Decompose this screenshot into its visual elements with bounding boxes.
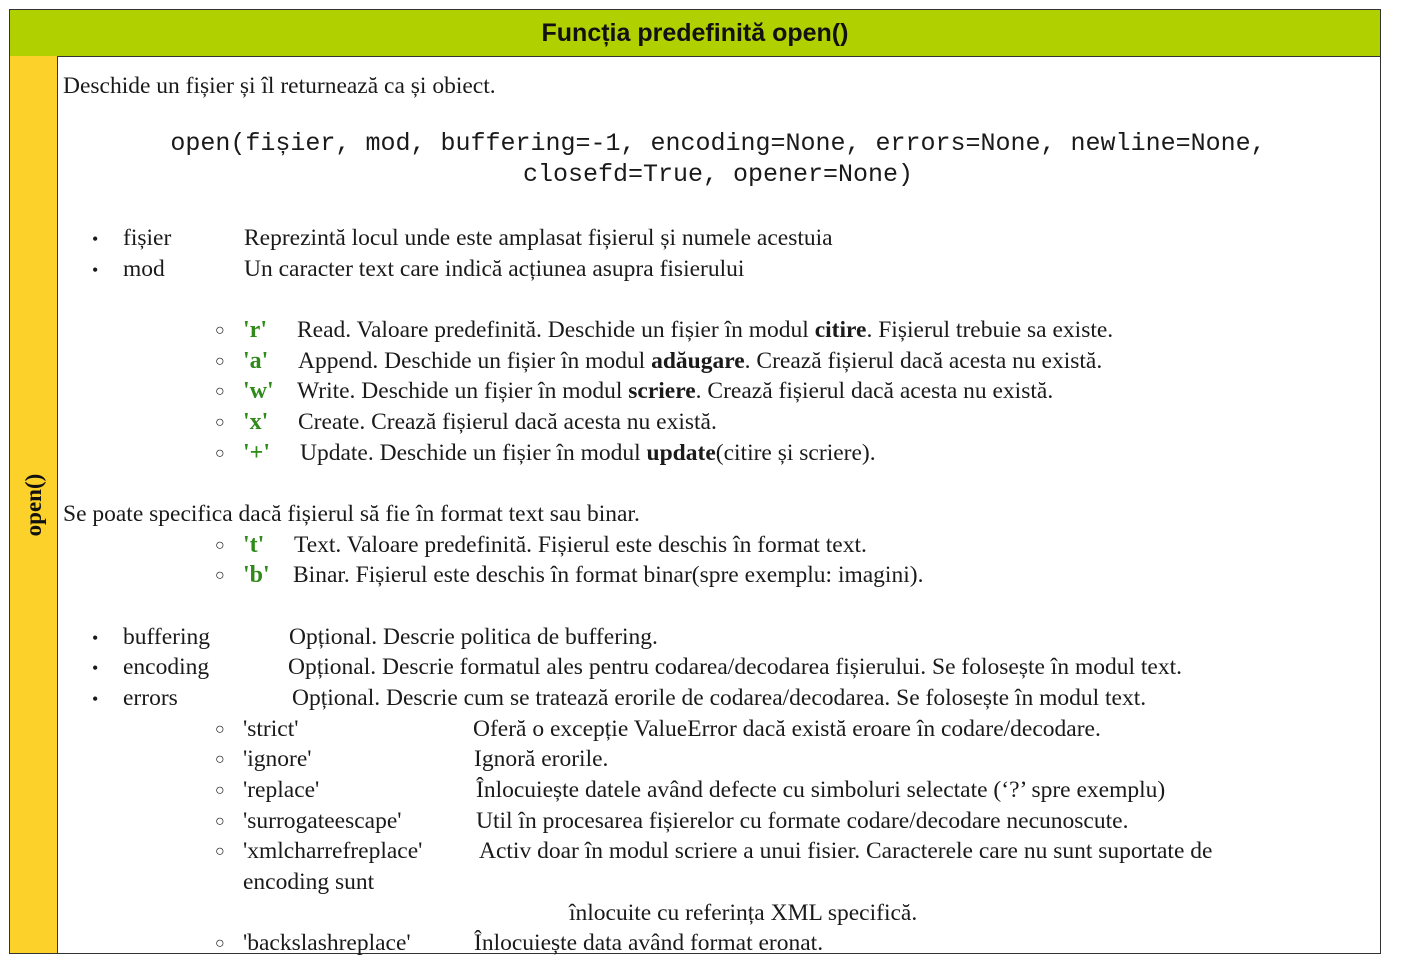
circle-bullet-icon: ○ <box>215 567 225 584</box>
circle-bullet-icon: ○ <box>215 782 225 799</box>
error-option-name: 'replace' <box>243 777 320 803</box>
error-option-name: 'strict' <box>243 716 299 742</box>
param-desc: Reprezintă locul unde este amplasat fișierul și numele acestuia <box>244 225 833 251</box>
param-name: errors <box>123 685 178 711</box>
format-key: 't' <box>243 532 265 558</box>
table-header <box>10 10 1380 57</box>
error-option-name: 'surrogateescape' <box>243 808 402 834</box>
mode-key: 'a' <box>243 348 269 374</box>
bullet-icon: • <box>92 689 99 709</box>
circle-bullet-icon: ○ <box>215 751 225 768</box>
content-cell <box>58 56 1380 956</box>
mode-desc: Write. Deschide un fișier în modul scriere. Crează fișierul dacă acesta nu există. <box>297 378 1054 404</box>
error-option-desc: Activ doar în modul scriere a unui fisier. Caracterele care nu sunt suportate de <box>479 838 1213 864</box>
mode-key: 'w' <box>243 378 274 404</box>
error-option-desc: Util în procesarea fișierelor cu formate codare/decodare necunoscute. <box>476 808 1129 834</box>
param-desc: Opțional. Descrie formatul ales pentru codarea/decodarea fișierului. Se folosește în modul text. <box>288 654 1182 680</box>
error-option-name: 'ignore' <box>243 746 312 772</box>
param-desc: Opțional. Descrie politica de buffering. <box>289 624 658 650</box>
format-desc: Text. Valoare predefinită. Fișierul este deschis în format text. <box>294 532 867 558</box>
sidebar-label: open() <box>20 473 46 536</box>
bullet-icon: • <box>92 628 99 648</box>
error-option-name: 'xmlcharrefreplace' <box>243 838 423 864</box>
param-name: fișier <box>123 225 172 251</box>
mode-desc: Read. Valoare predefinită. Deschide un fișier în modul citire. Fișierul trebuie sa existe. <box>297 317 1114 343</box>
bullet-icon: • <box>92 658 99 678</box>
circle-bullet-icon: ○ <box>215 721 225 738</box>
param-desc: Un caracter text care indică acțiunea asupra fisierului <box>244 256 745 282</box>
circle-bullet-icon: ○ <box>215 537 225 554</box>
mode-key: '+' <box>243 440 271 466</box>
signature-line-1: open(fișier, mod, buffering=-1, encoding=None, errors=None, newline=None, <box>170 129 1266 158</box>
error-option-desc: Înlocuiește datele având defecte cu simboluri selectate (‘?’ spre exemplu) <box>476 777 1166 803</box>
header-title: Funcția predefinită open() <box>541 18 849 47</box>
format-desc: Binar. Fișierul este deschis în format binar(spre exemplu: imagini). <box>293 562 924 588</box>
circle-bullet-icon: ○ <box>215 353 225 370</box>
circle-bullet-icon: ○ <box>215 322 225 339</box>
sidebar-cell <box>10 56 58 953</box>
format-key: 'b' <box>243 562 270 588</box>
circle-bullet-icon: ○ <box>215 414 225 431</box>
bullet-icon: • <box>92 260 99 280</box>
param-name: buffering <box>123 624 211 650</box>
param-name: encoding <box>123 654 210 680</box>
error-option-desc: Înlocuiește data având format eronat. <box>474 930 824 956</box>
mode-key: 'r' <box>243 317 267 343</box>
error-option-name: 'backslashreplace' <box>243 930 411 956</box>
error-option-desc-cont: înlocuite cu referința XML specifică. <box>569 900 918 926</box>
format-intro: Se poate specifica dacă fișierul să fie în format text sau binar. <box>63 501 640 527</box>
mode-desc: Create. Crează fișierul dacă acesta nu există. <box>298 409 717 435</box>
param-name: mod <box>123 256 165 282</box>
signature-line-2: closefd=True, opener=None) <box>522 160 914 189</box>
mode-desc: Append. Deschide un fișier în modul adăugare. Crează fișierul dacă acesta nu există. <box>298 348 1103 374</box>
intro-text: Deschide un fișier și îl returnează ca și obiect. <box>63 73 496 99</box>
circle-bullet-icon: ○ <box>215 935 225 952</box>
error-option-desc: Oferă o excepție ValueError dacă există eroare în codare/decodare. <box>473 716 1101 742</box>
circle-bullet-icon: ○ <box>215 383 225 400</box>
document-table <box>9 9 1381 954</box>
circle-bullet-icon: ○ <box>215 813 225 830</box>
mode-desc: Update. Deschide un fișier în modul update(citire și scriere). <box>300 440 876 466</box>
param-desc: Opțional. Descrie cum se tratează erorile de codarea/decodarea. Se folosește în modul text. <box>292 685 1147 711</box>
circle-bullet-icon: ○ <box>215 445 225 462</box>
error-option-desc: Ignoră erorile. <box>474 746 609 772</box>
mode-key: 'x' <box>243 409 269 435</box>
bullet-icon: • <box>92 229 99 249</box>
error-option-desc-cont: encoding sunt <box>243 869 375 895</box>
circle-bullet-icon: ○ <box>215 843 225 860</box>
